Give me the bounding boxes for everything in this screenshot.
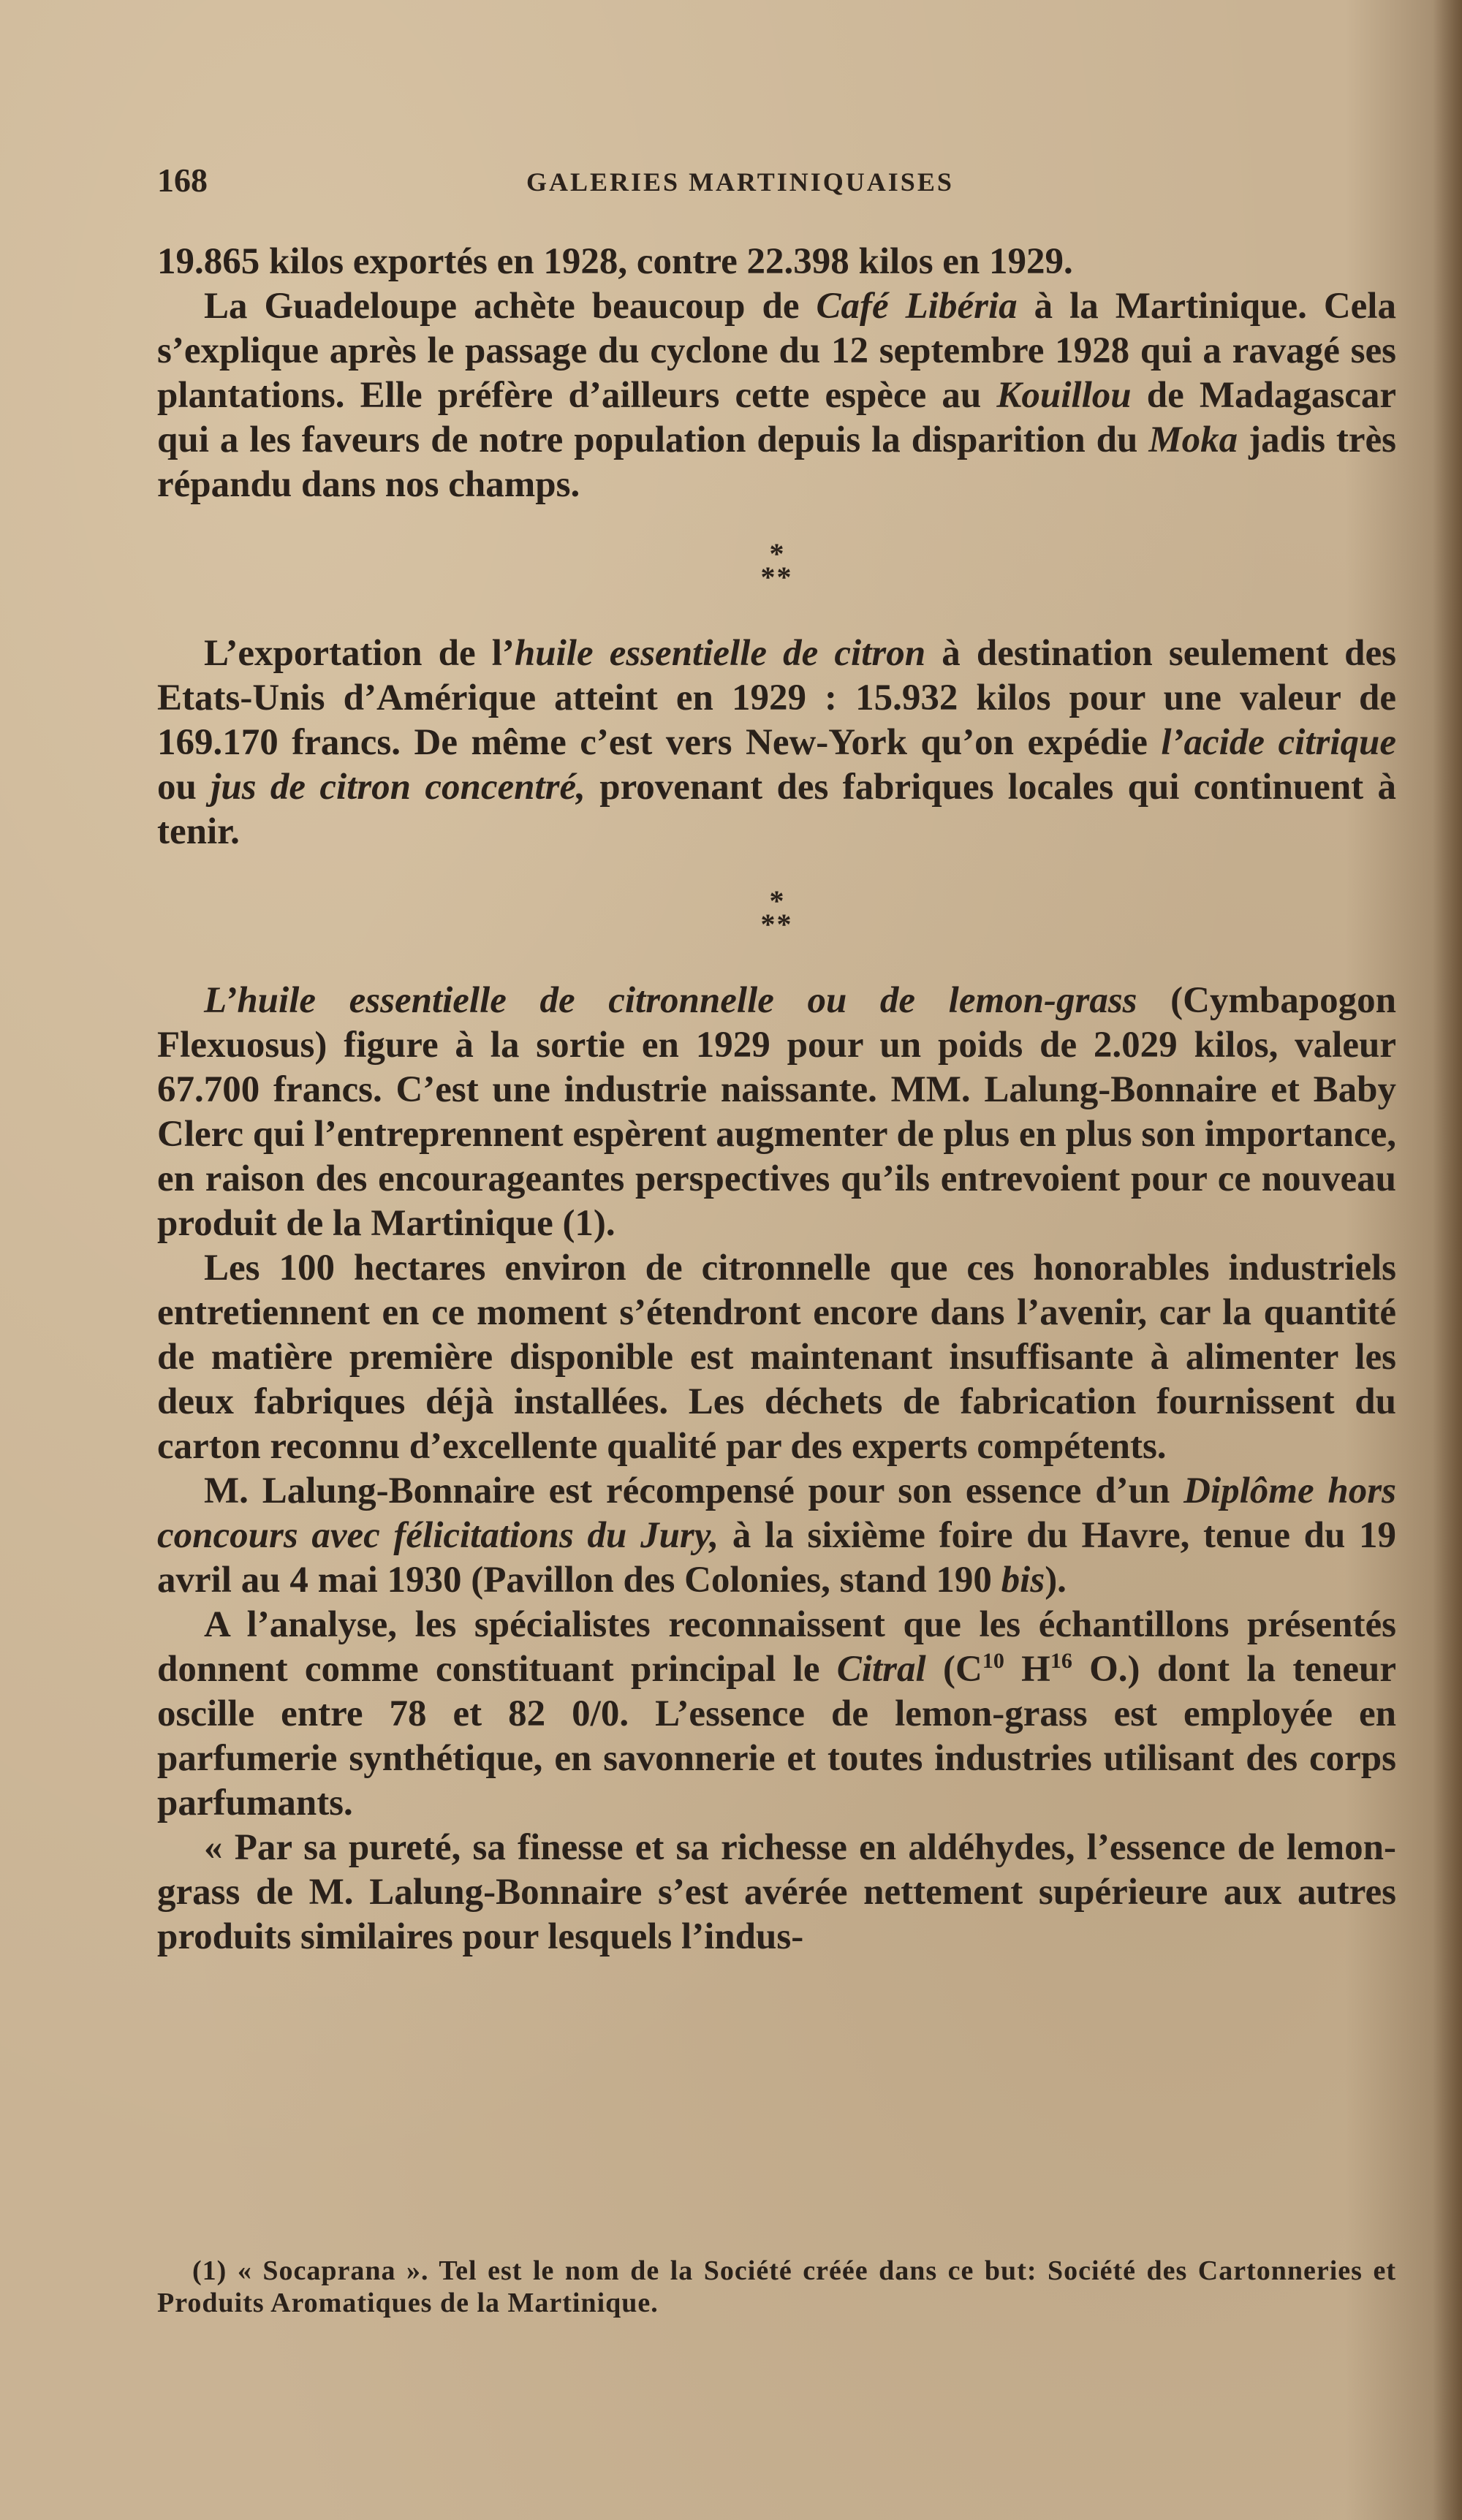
asterism-top: * [769, 537, 784, 570]
paragraph-4: L’huile essentielle de citronnelle ou de lemon-grass (Cymbapogon Flexuosus) figure à la sortie en 1929 pour un poids de 2.029 kilos, valeur 67.700 francs. C’est une industrie naissante. MM. Lalung-Bonnaire et Baby Clerc qui l’entreprennent espèrent augmenter de plus en plus son importance, en raison des encourageantes perspectives qu’ils entrevoient pour ce nouveau produit de la Martinique (1). [157, 980, 1397, 1244]
running-head: GALERIES MARTINIQUAISES [526, 167, 954, 197]
section-ornament [157, 884, 1396, 941]
paragraph-3: L’exportation de l’huile essentielle de citron à destination seulement des Etats-Unis d’Amérique atteint en 1929 : 15.932 kilos pour une valeur de 169.170 francs. De même c’est vers New-York qu’on expédie l’acide citrique ou jus de citron concentré, provenant des fabriques locales qui continuent à tenir. [157, 633, 1396, 852]
paragraph-1: 19.865 kilos exportés en 1928, contre 22.398 kilos en 1929. [157, 241, 1073, 282]
paragraph-7: A l’analyse, les spécialistes reconnaissent que les échantillons présentés donnent comme constituant principal le Citral ($C^{10}$ $H^{16}$ O.) dont la teneur oscille entre 78 et 82 0/0. L’essence de lemon-grass est employée en parfumerie synthétique, en savonnerie et toutes industries utilisant des corps parfumants. [157, 1604, 1396, 1823]
paragraph-6: M. Lalung-Bonnaire est récompensé pour son essence d’un Diplôme hors concours avec félicitations du Jury, à la sixième foire du Havre, tenue du 19 avril au 4 mai 1930 (Pavillon des Colonies, stand 190 bis). [157, 1470, 1397, 1601]
footnote-text: (1) « Socaprana ». Tel est le nom de la Société créée dans ce but: Société des Cartonneries et Produits Aromatiques de la Martinique. [157, 2255, 1396, 2318]
asterism-bottom: ** [760, 908, 793, 941]
footnote [157, 2255, 1396, 2319]
paragraph-5: Les 100 hectares environ de citronnelle que ces honorables industriels entretiennent en ce moment s’étendront encore dans l’avenir, car la quantité de matière première disponible est maintenant insuffisante à alimenter les deux fabriques déjà installées. Les déchets de fabrication fournissent du carton reconnu d’excellente qualité par des experts compétents. [157, 1248, 1396, 1467]
paragraph-2: La Guadeloupe achète beaucoup de Café Libéria à la Martinique. Cela s’explique après le passage du cyclone du 12 septembre 1928 qui a ravagé ses plantations. Elle préfère d’ailleurs cette espèce au Kouillou de Madagascar qui a les faveurs de notre population depuis la disparition du Moka jadis très répandu dans nos champs. [157, 286, 1396, 505]
asterism-top: * [769, 884, 784, 917]
page-header [157, 161, 1400, 205]
body-text [157, 240, 1396, 1959]
asterism-bottom: ** [760, 561, 793, 593]
page-number: 168 [157, 162, 208, 199]
page-edge-shadow [1433, 0, 1462, 2520]
section-ornament [157, 539, 1396, 592]
paragraph-8: « Par sa pureté, sa finesse et sa richesse en aldéhydes, l’essence de lemon-grass de M. Lalung-Bonnaire s’est avérée nettement supérieure aux autres produits similaires pour lesquels l’indus- [157, 1827, 1396, 1957]
